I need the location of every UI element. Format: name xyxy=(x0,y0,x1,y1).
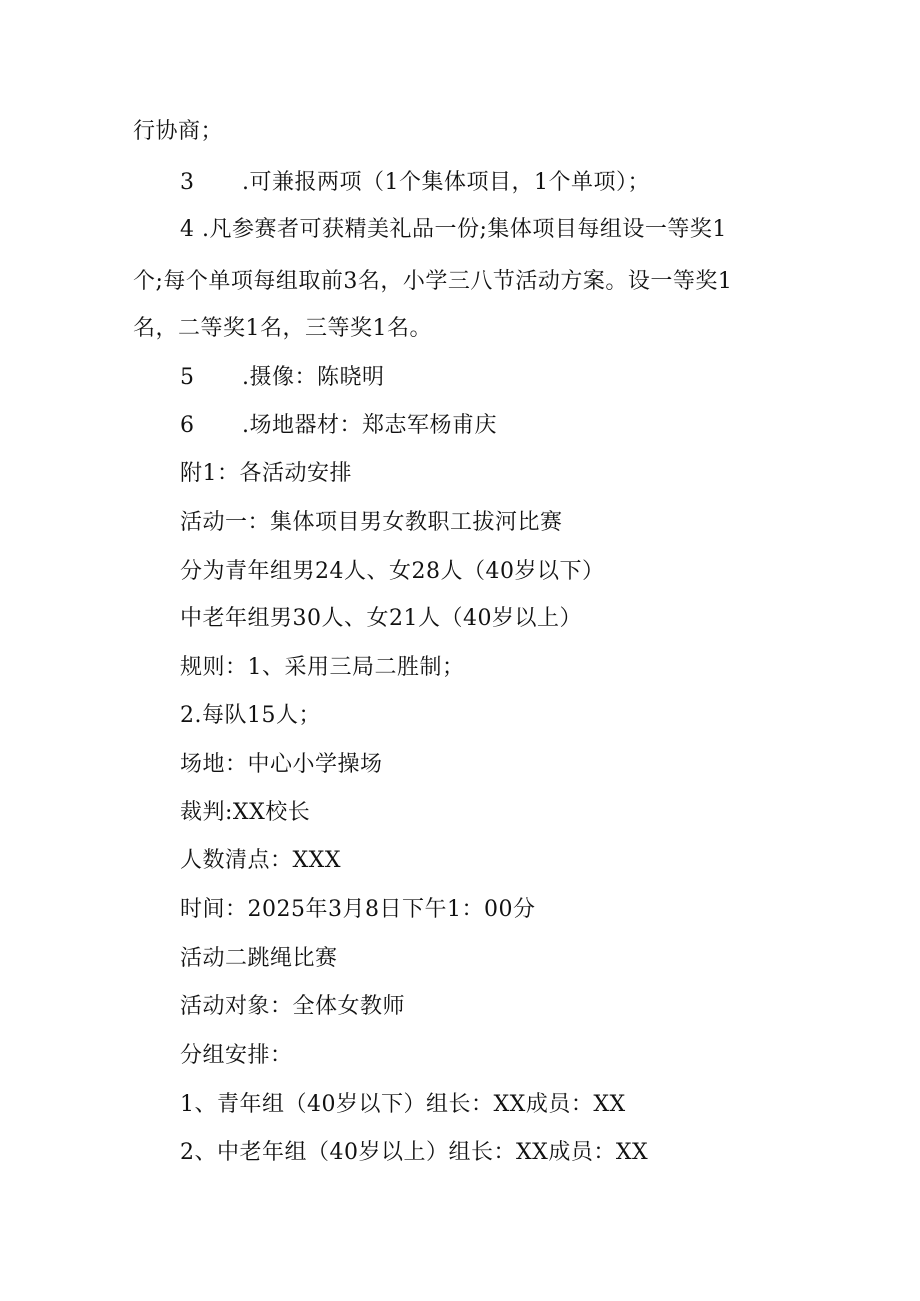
text-line: 场地：中心小学操场 xyxy=(180,752,383,777)
list-item-3 xyxy=(180,168,650,198)
text-line: 时间：2025年3月8日下午1：00分 xyxy=(180,897,536,922)
text-line: 活动一：集体项目男女教职工拔河比赛 xyxy=(180,510,563,535)
list-number: 5 xyxy=(180,365,195,390)
text-line: 活动对象：全体女教师 xyxy=(180,994,406,1019)
text-line: 人数清点：XXX xyxy=(180,848,341,873)
section-heading: 附1：各活动安排 xyxy=(180,461,352,486)
text-line: 2、中老年组（40岁以上）组长：XX成员：XX xyxy=(180,1140,649,1165)
text-line: 分为青年组男24人、女28人（40岁以下） xyxy=(180,559,605,584)
list-text: .摄像：陈晓明 xyxy=(242,365,385,390)
text-line: 行协商； xyxy=(133,119,224,144)
list-text: .场地器材：郑志军杨甫庆 xyxy=(242,413,497,438)
text-line: 4 .凡参赛者可获精美礼品一份;集体项目每组设一等奖1 xyxy=(180,217,727,242)
list-number: 6 xyxy=(180,413,195,438)
text-line: 分组安排： xyxy=(180,1043,293,1068)
list-number: 3 xyxy=(180,170,195,195)
text-line: 中老年组男30人、女21人（40岁以上） xyxy=(180,606,582,631)
text-line: 规则：1、采用三局二胜制； xyxy=(180,655,465,680)
list-text: .可兼报两项（1个集体项目，1个单项）； xyxy=(242,170,650,195)
text-line: 名，二等奖1名，三等奖1名。 xyxy=(133,316,432,341)
text-line: 2.每队15人； xyxy=(180,703,321,728)
text-line: 活动二跳绳比赛 xyxy=(180,946,338,971)
text-line: 裁判:XX校长 xyxy=(180,800,311,825)
list-item-5 xyxy=(180,363,385,393)
text-line: 1、青年组（40岁以下）组长：XX成员：XX xyxy=(180,1092,626,1117)
text-line: 个;每个单项每组取前3名，小学三八节活动方案。设一等奖1 xyxy=(133,269,733,294)
list-item-6 xyxy=(180,411,497,441)
